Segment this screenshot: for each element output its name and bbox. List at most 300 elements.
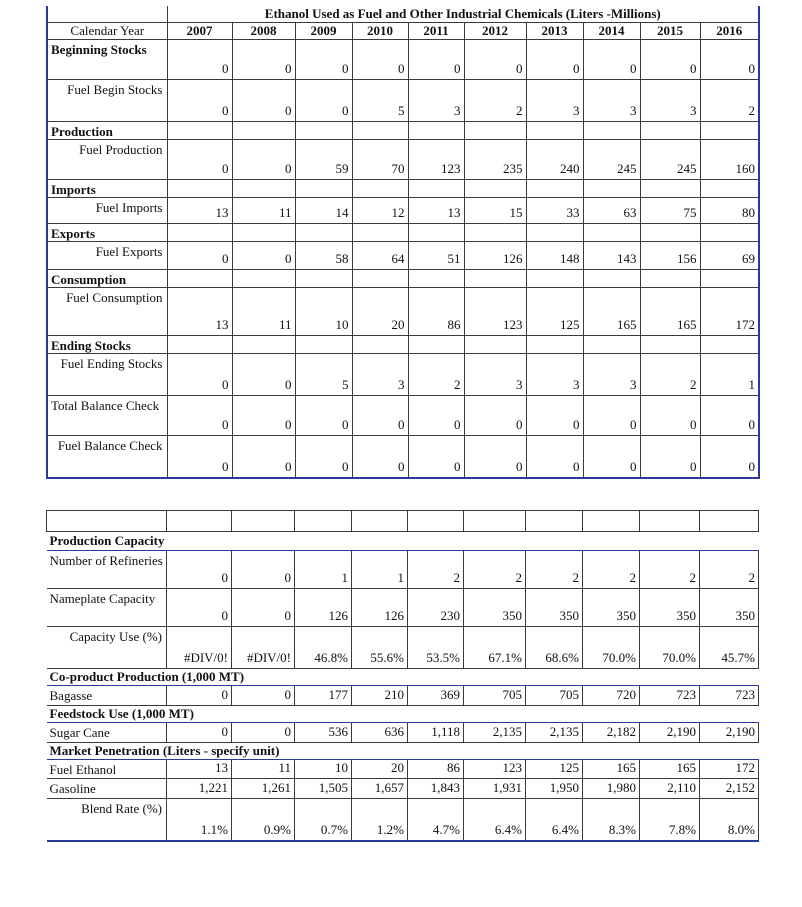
table-cell: 172 bbox=[700, 760, 759, 779]
table-cell: #DIV/0! bbox=[167, 627, 232, 669]
table-cell bbox=[408, 180, 464, 198]
table-cell: 51 bbox=[408, 242, 464, 270]
table-cell: 1,950 bbox=[526, 779, 583, 799]
table-title: Ethanol Used as Fuel and Other Industrial Chemicals (Liters -Millions) bbox=[167, 6, 759, 23]
table-cell bbox=[700, 336, 759, 354]
table-cell bbox=[583, 122, 640, 140]
table-cell bbox=[464, 336, 526, 354]
table-cell: 0 bbox=[167, 242, 232, 270]
table-cell: 2 bbox=[700, 551, 759, 589]
table-row bbox=[47, 140, 759, 180]
table-cell: 0 bbox=[232, 396, 295, 436]
table-cell: 2,182 bbox=[583, 723, 640, 743]
table-cell: 160 bbox=[700, 140, 759, 180]
table-cell: 6.4% bbox=[526, 799, 583, 841]
table-cell bbox=[700, 122, 759, 140]
row-label: Blend Rate (%) bbox=[47, 799, 167, 841]
table-cell bbox=[640, 122, 700, 140]
table-cell: 59 bbox=[295, 140, 352, 180]
table-cell: 705 bbox=[464, 686, 526, 706]
table-cell bbox=[640, 270, 700, 288]
table-cell: 0 bbox=[295, 436, 352, 478]
table-cell: 350 bbox=[583, 589, 640, 627]
table-cell: 143 bbox=[583, 242, 640, 270]
table-cell: 126 bbox=[464, 242, 526, 270]
row-label: Bagasse bbox=[47, 686, 167, 706]
table-cell: 0 bbox=[640, 40, 700, 80]
table-cell: 4.7% bbox=[408, 799, 464, 841]
table-cell: 1,980 bbox=[583, 779, 640, 799]
table-cell: 0 bbox=[640, 436, 700, 478]
table-row bbox=[47, 436, 759, 478]
spacer-cell bbox=[583, 511, 640, 532]
table-cell bbox=[232, 224, 295, 242]
table-row bbox=[47, 551, 759, 589]
table-cell: 235 bbox=[464, 140, 526, 180]
table-cell: 177 bbox=[295, 686, 352, 706]
table-cell: 165 bbox=[640, 288, 700, 336]
table-cell: 2 bbox=[408, 354, 464, 396]
table-cell bbox=[640, 224, 700, 242]
table-cell bbox=[700, 270, 759, 288]
table-cell: 0 bbox=[232, 140, 295, 180]
table-cell: 2,110 bbox=[640, 779, 700, 799]
year-header-2007: 2007 bbox=[167, 23, 232, 40]
row-label: Beginning Stocks bbox=[47, 40, 167, 80]
table-cell: 0 bbox=[464, 436, 526, 478]
table-cell bbox=[408, 224, 464, 242]
table-cell bbox=[167, 224, 232, 242]
capacity-body bbox=[47, 511, 759, 841]
table-cell: 0 bbox=[167, 589, 232, 627]
spacer-cell bbox=[408, 511, 464, 532]
table-cell bbox=[464, 180, 526, 198]
table-cell: 1.2% bbox=[352, 799, 408, 841]
table-cell: 0 bbox=[583, 396, 640, 436]
table-cell: 172 bbox=[700, 288, 759, 336]
table-cell bbox=[295, 270, 352, 288]
table-cell: 69 bbox=[700, 242, 759, 270]
table-cell: 2 bbox=[640, 551, 700, 589]
table-cell: 12 bbox=[352, 198, 408, 224]
table-cell: 68.6% bbox=[526, 627, 583, 669]
table-row bbox=[47, 779, 759, 799]
table-cell: 0 bbox=[583, 436, 640, 478]
year-header-2008: 2008 bbox=[232, 23, 295, 40]
table-cell bbox=[583, 336, 640, 354]
table-cell: 1,657 bbox=[352, 779, 408, 799]
spacer-cell bbox=[700, 511, 759, 532]
table-cell: 0 bbox=[167, 723, 232, 743]
table-cell: 0 bbox=[232, 686, 295, 706]
table-row bbox=[47, 760, 759, 779]
table-cell bbox=[295, 336, 352, 354]
section-header-row bbox=[47, 532, 759, 551]
table-cell: 350 bbox=[700, 589, 759, 627]
row-label: Fuel Ethanol bbox=[47, 760, 167, 779]
spacer-cell bbox=[352, 511, 408, 532]
table-cell: #DIV/0! bbox=[232, 627, 295, 669]
table-cell: 13 bbox=[167, 760, 232, 779]
table-row bbox=[47, 224, 759, 242]
table-cell: 0 bbox=[232, 723, 295, 743]
table-cell: 0 bbox=[167, 551, 232, 589]
table-cell: 58 bbox=[295, 242, 352, 270]
table-cell bbox=[640, 180, 700, 198]
spacer-cell bbox=[526, 511, 583, 532]
table-cell: 723 bbox=[700, 686, 759, 706]
capacity-market-table bbox=[46, 510, 759, 842]
spacer-cell bbox=[167, 511, 232, 532]
row-label: Fuel Exports bbox=[47, 242, 167, 270]
table-cell: 0 bbox=[167, 80, 232, 122]
section-header-row bbox=[47, 706, 759, 723]
table-cell: 1.1% bbox=[167, 799, 232, 841]
table-cell bbox=[232, 336, 295, 354]
year-header-2012: 2012 bbox=[464, 23, 526, 40]
table-cell: 6.4% bbox=[464, 799, 526, 841]
table-row bbox=[47, 396, 759, 436]
table-cell: 20 bbox=[352, 288, 408, 336]
table-row bbox=[47, 799, 759, 841]
table-cell bbox=[167, 122, 232, 140]
table-cell bbox=[295, 224, 352, 242]
table-row bbox=[47, 40, 759, 80]
table-cell bbox=[232, 270, 295, 288]
ethanol-balance-table bbox=[46, 6, 760, 479]
table-cell bbox=[526, 122, 583, 140]
table-cell: 165 bbox=[583, 760, 640, 779]
section-title: Production Capacity bbox=[47, 532, 759, 551]
balance-body bbox=[47, 40, 759, 478]
table-cell bbox=[526, 270, 583, 288]
table-cell: 3 bbox=[583, 80, 640, 122]
row-label: Fuel Ending Stocks bbox=[47, 354, 167, 396]
table-cell: 369 bbox=[408, 686, 464, 706]
table-cell: 20 bbox=[352, 760, 408, 779]
table-cell: 0 bbox=[700, 396, 759, 436]
spacer-cell bbox=[464, 511, 526, 532]
table-cell: 15 bbox=[464, 198, 526, 224]
table-cell: 1 bbox=[700, 354, 759, 396]
table-cell bbox=[352, 122, 408, 140]
table-cell: 123 bbox=[464, 288, 526, 336]
year-header-2016: 2016 bbox=[700, 23, 759, 40]
table-cell: 2 bbox=[464, 80, 526, 122]
table-cell bbox=[526, 336, 583, 354]
table-cell: 70.0% bbox=[583, 627, 640, 669]
spacer-row bbox=[47, 511, 759, 532]
table-cell bbox=[700, 224, 759, 242]
table-cell: 3 bbox=[464, 354, 526, 396]
table-cell: 0 bbox=[295, 80, 352, 122]
year-header-row bbox=[47, 23, 759, 40]
table-row bbox=[47, 288, 759, 336]
table-row bbox=[47, 122, 759, 140]
table-cell: 0 bbox=[232, 242, 295, 270]
row-label: Fuel Begin Stocks bbox=[47, 80, 167, 122]
table-cell: 2,190 bbox=[640, 723, 700, 743]
table-row bbox=[47, 589, 759, 627]
row-label: Consumption bbox=[47, 270, 167, 288]
table-cell: 0 bbox=[526, 436, 583, 478]
table-cell: 1,221 bbox=[167, 779, 232, 799]
table-cell: 1 bbox=[295, 551, 352, 589]
table-cell: 11 bbox=[232, 760, 295, 779]
table-cell: 0 bbox=[700, 436, 759, 478]
row-label: Number of Refineries bbox=[47, 551, 167, 589]
table-cell: 0 bbox=[167, 396, 232, 436]
table-cell: 0 bbox=[295, 396, 352, 436]
table-cell: 70 bbox=[352, 140, 408, 180]
table-cell: 350 bbox=[526, 589, 583, 627]
table-row bbox=[47, 686, 759, 706]
table-cell: 0 bbox=[167, 140, 232, 180]
table-cell: 0 bbox=[167, 436, 232, 478]
table-cell: 67.1% bbox=[464, 627, 526, 669]
table-cell: 2 bbox=[640, 354, 700, 396]
table-row bbox=[47, 270, 759, 288]
table-cell bbox=[352, 270, 408, 288]
table-cell: 723 bbox=[640, 686, 700, 706]
table-cell: 10 bbox=[295, 288, 352, 336]
calendar-year-label: Calendar Year bbox=[47, 23, 167, 40]
table-cell: 536 bbox=[295, 723, 352, 743]
table-cell: 230 bbox=[408, 589, 464, 627]
table-cell: 2 bbox=[464, 551, 526, 589]
row-label: Gasoline bbox=[47, 779, 167, 799]
table-cell: 1,931 bbox=[464, 779, 526, 799]
table-cell: 0.7% bbox=[295, 799, 352, 841]
table-cell: 0 bbox=[167, 40, 232, 80]
table-cell: 0 bbox=[408, 40, 464, 80]
row-label: Total Balance Check bbox=[47, 396, 167, 436]
table-cell: 3 bbox=[640, 80, 700, 122]
table-cell: 0 bbox=[232, 436, 295, 478]
table-cell: 8.0% bbox=[700, 799, 759, 841]
table-cell: 126 bbox=[295, 589, 352, 627]
row-label: Fuel Consumption bbox=[47, 288, 167, 336]
table-cell: 123 bbox=[464, 760, 526, 779]
section-title: Market Penetration (Liters - specify unit) bbox=[47, 743, 759, 760]
table-cell bbox=[526, 224, 583, 242]
table-cell: 165 bbox=[640, 760, 700, 779]
table-cell: 156 bbox=[640, 242, 700, 270]
table-cell bbox=[408, 270, 464, 288]
table-row bbox=[47, 723, 759, 743]
table-cell: 5 bbox=[295, 354, 352, 396]
table-cell: 86 bbox=[408, 760, 464, 779]
table-cell: 53.5% bbox=[408, 627, 464, 669]
row-label: Imports bbox=[47, 180, 167, 198]
table-cell bbox=[232, 180, 295, 198]
table-cell bbox=[408, 336, 464, 354]
table-cell bbox=[464, 224, 526, 242]
row-label: Ending Stocks bbox=[47, 336, 167, 354]
table-cell: 0 bbox=[583, 40, 640, 80]
section-header-row bbox=[47, 743, 759, 760]
section-header-row bbox=[47, 669, 759, 686]
table-cell: 1,505 bbox=[295, 779, 352, 799]
table-cell: 148 bbox=[526, 242, 583, 270]
table-cell bbox=[464, 270, 526, 288]
table-cell: 2 bbox=[408, 551, 464, 589]
table-cell: 13 bbox=[167, 288, 232, 336]
table-cell: 1 bbox=[352, 551, 408, 589]
table-cell: 0 bbox=[232, 551, 295, 589]
table-cell: 0 bbox=[408, 436, 464, 478]
table-cell: 705 bbox=[526, 686, 583, 706]
table-cell: 0 bbox=[408, 396, 464, 436]
table-cell: 80 bbox=[700, 198, 759, 224]
table-cell: 245 bbox=[640, 140, 700, 180]
table-cell: 1,843 bbox=[408, 779, 464, 799]
table-cell: 46.8% bbox=[295, 627, 352, 669]
table-cell bbox=[352, 180, 408, 198]
table-cell: 13 bbox=[167, 198, 232, 224]
table-cell bbox=[352, 224, 408, 242]
table-cell: 0.9% bbox=[232, 799, 295, 841]
table-cell: 3 bbox=[526, 354, 583, 396]
table-cell: 165 bbox=[583, 288, 640, 336]
table-cell: 14 bbox=[295, 198, 352, 224]
table-cell: 1,118 bbox=[408, 723, 464, 743]
table-cell bbox=[408, 122, 464, 140]
year-header-2010: 2010 bbox=[352, 23, 408, 40]
spacer-cell bbox=[47, 511, 167, 532]
table-cell: 3 bbox=[583, 354, 640, 396]
table-cell: 0 bbox=[167, 354, 232, 396]
table-cell: 55.6% bbox=[352, 627, 408, 669]
section-title: Feedstock Use (1,000 MT) bbox=[47, 706, 759, 723]
spacer-cell bbox=[295, 511, 352, 532]
table-cell bbox=[583, 270, 640, 288]
table-cell: 64 bbox=[352, 242, 408, 270]
table-cell bbox=[583, 224, 640, 242]
table-cell: 7.8% bbox=[640, 799, 700, 841]
spacer-cell bbox=[640, 511, 700, 532]
table-cell: 70.0% bbox=[640, 627, 700, 669]
table-row bbox=[47, 80, 759, 122]
year-header-2009: 2009 bbox=[295, 23, 352, 40]
table-cell: 0 bbox=[640, 396, 700, 436]
table-cell: 350 bbox=[640, 589, 700, 627]
table-row bbox=[47, 627, 759, 669]
table-row bbox=[47, 336, 759, 354]
row-label: Nameplate Capacity bbox=[47, 589, 167, 627]
table-cell: 0 bbox=[232, 589, 295, 627]
table-cell: 10 bbox=[295, 760, 352, 779]
row-label: Fuel Balance Check bbox=[47, 436, 167, 478]
table-cell: 3 bbox=[408, 80, 464, 122]
table-cell: 2,135 bbox=[464, 723, 526, 743]
table-cell bbox=[700, 180, 759, 198]
table-cell: 0 bbox=[295, 40, 352, 80]
row-label: Fuel Production bbox=[47, 140, 167, 180]
table-cell: 1,261 bbox=[232, 779, 295, 799]
row-label: Fuel Imports bbox=[47, 198, 167, 224]
table-cell bbox=[464, 122, 526, 140]
table-cell bbox=[583, 180, 640, 198]
year-header-2013: 2013 bbox=[526, 23, 583, 40]
table-cell: 0 bbox=[464, 396, 526, 436]
table-cell: 86 bbox=[408, 288, 464, 336]
table-cell bbox=[167, 336, 232, 354]
table-cell: 11 bbox=[232, 198, 295, 224]
table-cell: 11 bbox=[232, 288, 295, 336]
section-title: Co-product Production (1,000 MT) bbox=[47, 669, 759, 686]
table-cell: 636 bbox=[352, 723, 408, 743]
table-cell: 126 bbox=[352, 589, 408, 627]
table-cell: 45.7% bbox=[700, 627, 759, 669]
table-cell: 240 bbox=[526, 140, 583, 180]
table-cell: 0 bbox=[700, 40, 759, 80]
table-cell: 5 bbox=[352, 80, 408, 122]
table-cell: 2,152 bbox=[700, 779, 759, 799]
table-cell: 0 bbox=[232, 80, 295, 122]
table-cell: 0 bbox=[232, 40, 295, 80]
row-label: Capacity Use (%) bbox=[47, 627, 167, 669]
table-cell: 210 bbox=[352, 686, 408, 706]
table-cell bbox=[295, 122, 352, 140]
table-row bbox=[47, 198, 759, 224]
row-label: Exports bbox=[47, 224, 167, 242]
table-cell: 0 bbox=[526, 40, 583, 80]
table-cell: 0 bbox=[352, 396, 408, 436]
year-header-2011: 2011 bbox=[408, 23, 464, 40]
table-row bbox=[47, 242, 759, 270]
table-cell: 2 bbox=[583, 551, 640, 589]
table-cell: 0 bbox=[464, 40, 526, 80]
table-cell: 0 bbox=[167, 686, 232, 706]
table-cell: 350 bbox=[464, 589, 526, 627]
table-cell bbox=[295, 180, 352, 198]
table-cell bbox=[352, 336, 408, 354]
table-cell: 2,135 bbox=[526, 723, 583, 743]
table-cell: 8.3% bbox=[583, 799, 640, 841]
table-cell bbox=[232, 122, 295, 140]
table-cell: 0 bbox=[526, 396, 583, 436]
table-row bbox=[47, 354, 759, 396]
table-cell: 2 bbox=[700, 80, 759, 122]
table-cell: 123 bbox=[408, 140, 464, 180]
table-cell: 0 bbox=[352, 436, 408, 478]
table-cell bbox=[167, 180, 232, 198]
year-header-2015: 2015 bbox=[640, 23, 700, 40]
spacer-cell bbox=[232, 511, 295, 532]
table-cell bbox=[526, 180, 583, 198]
row-label: Production bbox=[47, 122, 167, 140]
table-cell bbox=[640, 336, 700, 354]
table-cell: 0 bbox=[352, 40, 408, 80]
table-cell: 75 bbox=[640, 198, 700, 224]
table-cell: 63 bbox=[583, 198, 640, 224]
table-cell: 720 bbox=[583, 686, 640, 706]
row-label: Sugar Cane bbox=[47, 723, 167, 743]
table-cell: 3 bbox=[526, 80, 583, 122]
table-cell: 3 bbox=[352, 354, 408, 396]
table-cell: 13 bbox=[408, 198, 464, 224]
year-header-2014: 2014 bbox=[583, 23, 640, 40]
table-cell: 245 bbox=[583, 140, 640, 180]
table-cell bbox=[167, 270, 232, 288]
table-row bbox=[47, 180, 759, 198]
table-cell: 0 bbox=[232, 354, 295, 396]
table-cell: 125 bbox=[526, 760, 583, 779]
table-cell: 2 bbox=[526, 551, 583, 589]
table-cell: 125 bbox=[526, 288, 583, 336]
table-cell: 2,190 bbox=[700, 723, 759, 743]
